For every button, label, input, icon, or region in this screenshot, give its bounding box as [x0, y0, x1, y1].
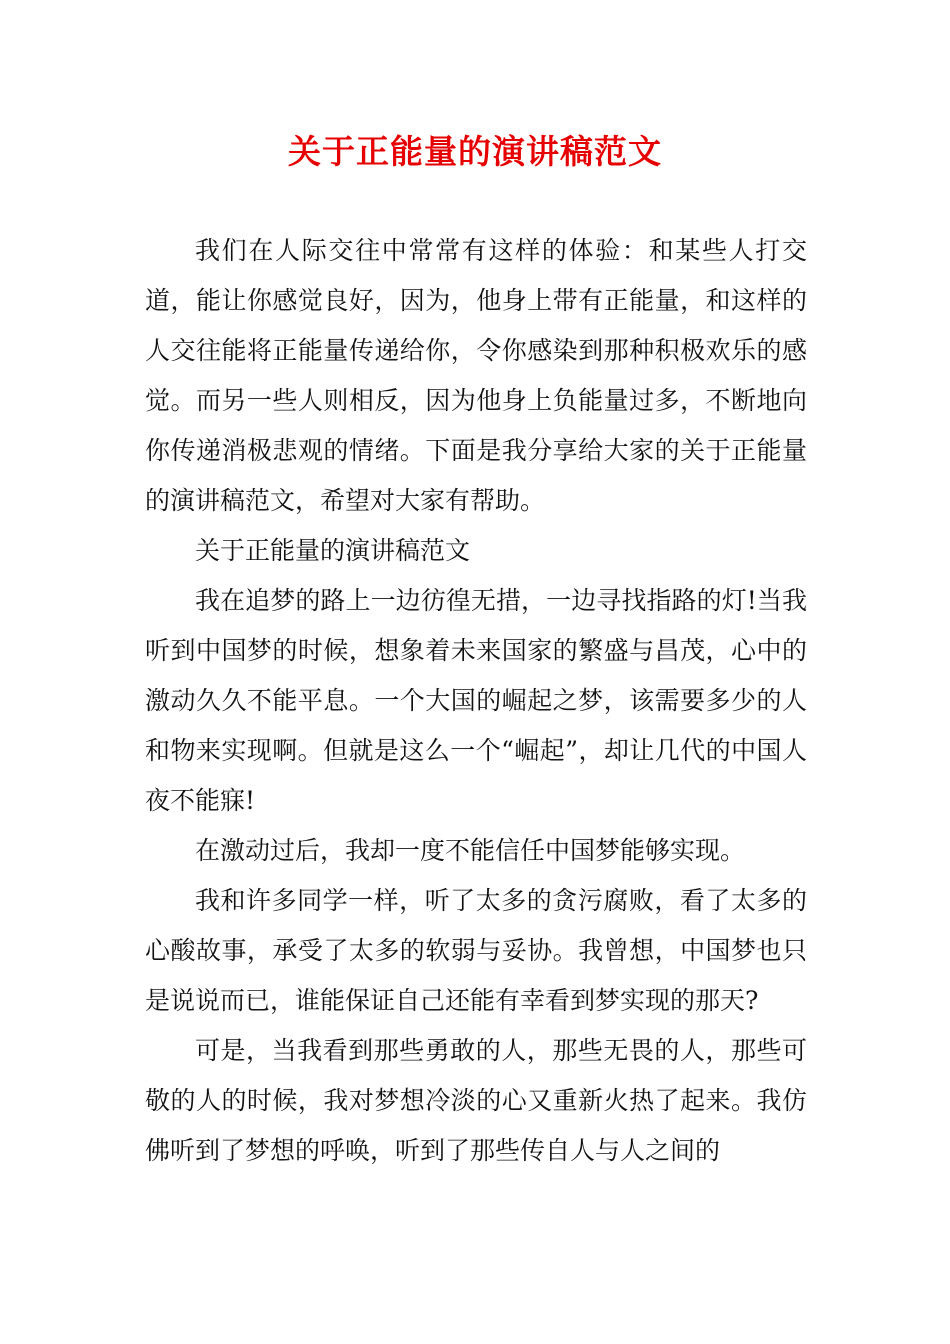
paragraph-dream-chasing: 我在追梦的路上一边彷徨无措，一边寻找指路的灯!当我听到中国梦的时候，想象着未来国家的繁盛与昌茂，心中的激动久久不能平息。一个大国的崛起之梦，该需要多少的人和物来实现啊。但就是这么一个“崛起”，却让几代的中国人夜不能寐! [145, 586, 807, 815]
paragraph-classmates: 我和许多同学一样，听了太多的贪污腐败，看了太多的心酸故事，承受了太多的软弱与妥协。我曾想，中国梦也只是说说而已，谁能保证自己还能有幸看到梦实现的那天? [145, 886, 807, 1015]
document-body [145, 226, 807, 1176]
paragraph-intro: 我们在人际交往中常常有这样的体验：和某些人打交道，能让你感觉良好，因为，他身上带有正能量，和这样的人交往能将正能量传递给你，令你感染到那种积极欢乐的感觉。而另一些人则相反，因为他身上负能量过多，不断地向你传递消极悲观的情绪。下面是我分享给大家的关于正能量的演讲稿范文，希望对大家有帮助。 [145, 236, 807, 515]
document-title: 关于正能量的演讲稿范文 [288, 132, 662, 171]
paragraph-subtitle: 关于正能量的演讲稿范文 [195, 536, 471, 565]
paragraph-doubt: 在激动过后，我却一度不能信任中国梦能够实现。 [195, 836, 746, 865]
paragraph-brave-people: 可是，当我看到那些勇敢的人，那些无畏的人，那些可敬的人的时候，我对梦想冷淡的心又重新火热了起来。我仿佛听到了梦想的呼唤，听到了那些传自人与人之间的 [145, 1036, 807, 1165]
